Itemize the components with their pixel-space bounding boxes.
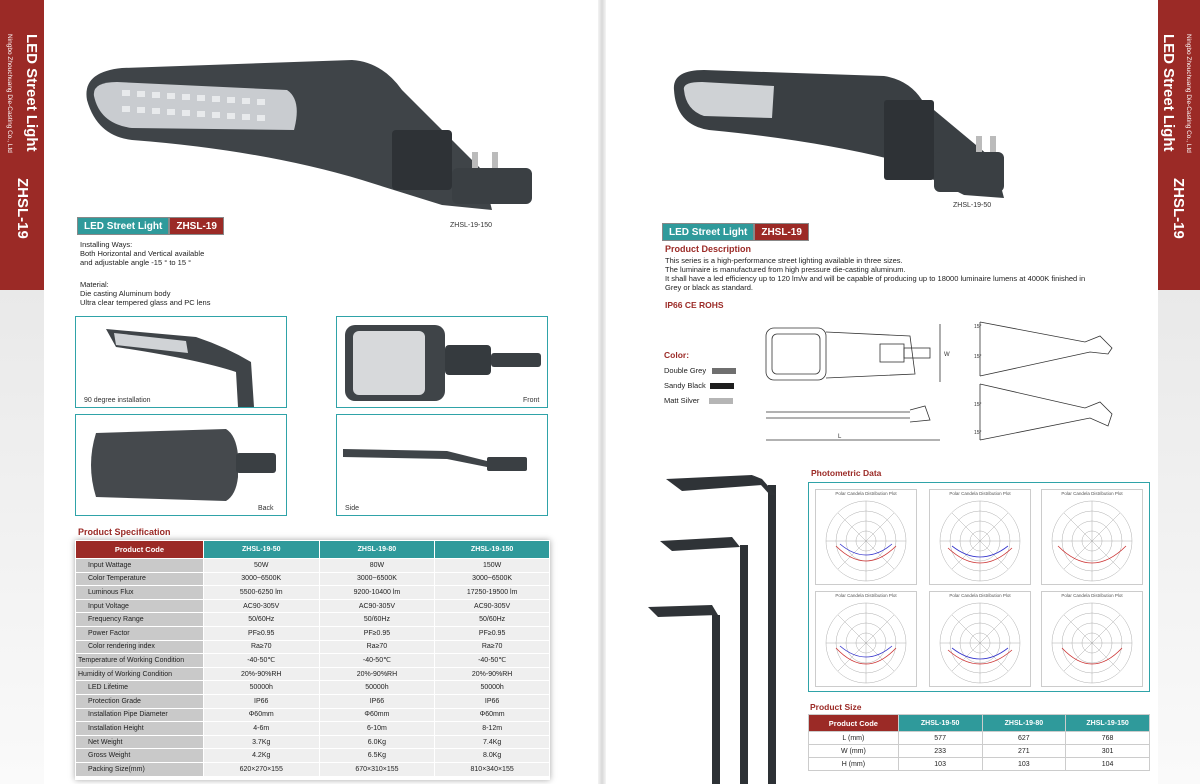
- spec-cell: PF≥0.95: [435, 626, 550, 640]
- photometric-panel: [808, 482, 1150, 692]
- right-product-tag: [662, 223, 809, 241]
- table-row: [76, 586, 550, 600]
- spec-param: Humidity of Working Condition: [76, 667, 204, 681]
- color-row: [664, 396, 764, 411]
- installing-title: Installing Ways:: [80, 240, 133, 249]
- table-row: [76, 572, 550, 586]
- spec-cell: 3.7Kg: [203, 735, 319, 749]
- desc-title: Product Description: [665, 244, 752, 254]
- dim-l-label: L: [838, 434, 842, 440]
- table-row: [76, 681, 550, 695]
- spec-cell: IP66: [203, 694, 319, 708]
- size-table: [808, 714, 1150, 771]
- right-hero-caption: ZHSL-19-50: [953, 202, 992, 209]
- spec-cell: 810×340×155: [435, 762, 550, 776]
- spec-cell: Φ60mm: [319, 708, 435, 722]
- spec-param: Color Temperature: [76, 572, 204, 586]
- spec-cell: 50/60Hz: [203, 613, 319, 627]
- spec-cell: 6.5Kg: [319, 749, 435, 763]
- swatch-matt-silver: [709, 398, 733, 404]
- material-info: [80, 280, 340, 307]
- spec-param: Input Voltage: [76, 599, 204, 613]
- view-back-box: [75, 414, 287, 516]
- polar-chart-graphic: [816, 598, 916, 688]
- spec-cell: 3000~6500K: [203, 572, 319, 586]
- table-row: [76, 735, 550, 749]
- spec-header-50: ZHSL-19-50: [203, 541, 319, 559]
- spec-cell: Ra≥70: [435, 640, 550, 654]
- table-row: [809, 745, 1150, 758]
- spec-cell: Ra≥70: [203, 640, 319, 654]
- spec-cell: 620×270×155: [203, 762, 319, 776]
- size-table-wrap: [808, 714, 1150, 771]
- spec-param: Gross Weight: [76, 749, 204, 763]
- size-param: W (mm): [809, 745, 899, 758]
- view-side-box: [336, 414, 548, 516]
- spec-param: Color rendering index: [76, 640, 204, 654]
- desc-line: This series is a high-performance street lighting available in three sizes.: [665, 256, 903, 265]
- spec-cell: -40-50℃: [203, 654, 319, 668]
- spec-param: Power Factor: [76, 626, 204, 640]
- spec-cell: 20%-90%RH: [435, 667, 550, 681]
- polar-chart-graphic: [816, 496, 916, 586]
- spec-table-wrap: [75, 540, 550, 780]
- spec-cell: Φ60mm: [203, 708, 319, 722]
- left-spine-title: LED Street Light: [23, 34, 40, 152]
- spec-cell: 4.2Kg: [203, 749, 319, 763]
- color-title: Color:: [664, 350, 690, 360]
- size-header-80: ZHSL-19-80: [982, 715, 1066, 732]
- size-cell: 103: [898, 758, 982, 771]
- back-caption: Back: [258, 505, 274, 512]
- view-install-box: [75, 316, 287, 408]
- table-row: [76, 559, 550, 573]
- table-row: [76, 667, 550, 681]
- spec-cell: 9200-10400 lm: [319, 586, 435, 600]
- polar-chart-graphic: [930, 496, 1030, 586]
- spec-cell: 5500-6250 lm: [203, 586, 319, 600]
- size-header-150: ZHSL-19-150: [1066, 715, 1150, 732]
- polar-plot-title: Polar Candela Distribution Plot: [949, 491, 1011, 496]
- angle-label: 15°: [974, 402, 982, 408]
- spec-param: Installation Pipe Diameter: [76, 708, 204, 722]
- size-cell: 627: [982, 732, 1066, 745]
- spec-cell: 3000~6500K: [319, 572, 435, 586]
- spec-cell: 50/60Hz: [319, 613, 435, 627]
- install-view-image: [76, 317, 287, 408]
- spec-cell: PF≥0.95: [319, 626, 435, 640]
- color-swatch-list: [664, 366, 764, 411]
- color-name: Double Grey: [664, 366, 707, 375]
- spec-cell: 7.4Kg: [435, 735, 550, 749]
- spec-cell: 17250-19500 lm: [435, 586, 550, 600]
- size-cell: 301: [1066, 745, 1150, 758]
- material-line-1: Die casting Aluminum body: [80, 289, 171, 298]
- side-caption: Side: [345, 505, 360, 512]
- spec-param: Protection Grade: [76, 694, 204, 708]
- spec-param: Luminous Flux: [76, 586, 204, 600]
- front-view-image: [337, 317, 548, 408]
- spec-header-150: ZHSL-19-150: [435, 541, 550, 559]
- size-header-code: Product Code: [809, 715, 899, 732]
- spec-cell: 50000h: [319, 681, 435, 695]
- angle-label: 15°: [974, 430, 982, 436]
- table-row: [76, 762, 550, 776]
- polar-plot: [815, 489, 917, 585]
- color-name: Matt Silver: [664, 396, 700, 405]
- polar-chart-graphic: [930, 598, 1030, 688]
- polar-plot-title: Polar Candela Distribution Plot: [949, 593, 1011, 598]
- spec-param: Packing Size(mm): [76, 762, 204, 776]
- table-row: [76, 749, 550, 763]
- spec-cell: 20%-90%RH: [319, 667, 435, 681]
- table-row: [76, 694, 550, 708]
- spec-param: Input Wattage: [76, 559, 204, 573]
- color-row: [664, 366, 764, 381]
- polar-chart-graphic: [1042, 496, 1142, 586]
- hero-caption: ZHSL-19-150: [450, 222, 493, 229]
- spec-header-row: [76, 541, 550, 559]
- angle-label: 15°: [974, 324, 982, 330]
- tag-model: ZHSL-19: [169, 217, 224, 235]
- swatch-sandy-black: [710, 383, 734, 389]
- size-cell: 104: [1066, 758, 1150, 771]
- size-cell: 271: [982, 745, 1066, 758]
- spec-title: Product Specification: [78, 527, 171, 537]
- spec-param: Installation Height: [76, 722, 204, 736]
- spec-cell: 4-6m: [203, 722, 319, 736]
- side-view-image: [337, 415, 548, 516]
- left-spine-company: Ningbo Zhouchuang Die-Casting Co., Ltd: [6, 34, 13, 153]
- front-caption: Front: [523, 397, 540, 404]
- size-cell: 577: [898, 732, 982, 745]
- spec-cell: 50000h: [435, 681, 550, 695]
- dimension-drawing: [760, 318, 1160, 458]
- size-param: L (mm): [809, 732, 899, 745]
- right-hero-street-light-image: [664, 60, 1044, 210]
- spec-cell: 50W: [203, 559, 319, 573]
- desc-text: [665, 256, 1125, 292]
- table-row: [809, 732, 1150, 745]
- dim-w-label: W: [944, 352, 950, 358]
- spec-cell: 50/60Hz: [435, 613, 550, 627]
- right-spine-model: ZHSL-19: [1170, 178, 1187, 239]
- table-row: [76, 722, 550, 736]
- polar-plot: [929, 489, 1031, 585]
- view-front-box: [336, 316, 548, 408]
- spec-cell: 6-10m: [319, 722, 435, 736]
- spec-header-code: Product Code: [76, 541, 204, 559]
- left-spine-model: ZHSL-19: [14, 178, 31, 239]
- right-spine: [1158, 0, 1200, 290]
- left-spine: [0, 0, 44, 290]
- angle-label: 15°: [974, 354, 982, 360]
- polar-plot-title: Polar Candela Distribution Plot: [835, 491, 897, 496]
- spec-cell: IP66: [319, 694, 435, 708]
- size-header-50: ZHSL-19-50: [898, 715, 982, 732]
- material-title: Material:: [80, 280, 109, 289]
- spec-param: Frequency Range: [76, 613, 204, 627]
- spec-cell: 8.0Kg: [435, 749, 550, 763]
- table-row: [76, 654, 550, 668]
- right-margin-band: [1158, 290, 1200, 784]
- table-row: [76, 626, 550, 640]
- table-row: [76, 708, 550, 722]
- table-row: [76, 599, 550, 613]
- material-line-2: Ultra clear tempered glass and PC lens: [80, 298, 211, 307]
- spec-cell: Φ60mm: [435, 708, 550, 722]
- spec-header-80: ZHSL-19-80: [319, 541, 435, 559]
- table-row: [76, 640, 550, 654]
- size-cell: 103: [982, 758, 1066, 771]
- spec-table: [75, 540, 550, 777]
- back-view-image: [76, 415, 287, 516]
- left-product-tag: [77, 217, 224, 235]
- spec-cell: -40-50℃: [319, 654, 435, 668]
- install-caption: 90 degree installation: [84, 397, 151, 404]
- desc-line: Grey or black as standard.: [665, 283, 753, 292]
- table-row: [76, 613, 550, 627]
- size-header-row: [809, 715, 1150, 732]
- page-fold: [598, 0, 606, 784]
- installing-ways: [80, 240, 340, 267]
- spec-cell: 80W: [319, 559, 435, 573]
- pole-lights-image: [642, 465, 802, 784]
- size-title: Product Size: [810, 702, 862, 712]
- installing-line-2: and adjustable angle -15 ° to 15 °: [80, 258, 192, 267]
- desc-line: The luminaire is manufactured from high pressure die-casting aluminum.: [665, 265, 906, 274]
- photometric-title: Photometric Data: [811, 468, 882, 478]
- installing-line-1: Both Horizontal and Vertical available: [80, 249, 205, 258]
- color-name: Sandy Black: [664, 381, 706, 390]
- tag-label: LED Street Light: [77, 217, 169, 235]
- left-margin-band: [0, 290, 44, 784]
- spec-cell: 150W: [435, 559, 550, 573]
- spec-cell: 8-12m: [435, 722, 550, 736]
- spec-param: Temperature of Working Condition: [76, 654, 204, 668]
- spec-cell: PF≥0.95: [203, 626, 319, 640]
- hero-street-light-image: [62, 60, 552, 230]
- right-spine-title: LED Street Light: [1160, 34, 1177, 152]
- polar-plot: [815, 591, 917, 687]
- polar-plot: [929, 591, 1031, 687]
- polar-chart-graphic: [1042, 598, 1142, 688]
- spec-cell: 670×310×155: [319, 762, 435, 776]
- spec-cell: 6.0Kg: [319, 735, 435, 749]
- certifications: IP66 CE ROHS: [665, 300, 724, 310]
- size-cell: 768: [1066, 732, 1150, 745]
- spec-param: LED Lifetime: [76, 681, 204, 695]
- right-spine-company: Ningbo Zhouchuang Die-Casting Co., Ltd: [1185, 34, 1192, 153]
- spec-cell: IP66: [435, 694, 550, 708]
- spec-cell: 3000~6500K: [435, 572, 550, 586]
- polar-plot-title: Polar Candela Distribution Plot: [835, 593, 897, 598]
- polar-plot: [1041, 489, 1143, 585]
- spec-cell: -40-50℃: [435, 654, 550, 668]
- table-row: [809, 758, 1150, 771]
- size-cell: 233: [898, 745, 982, 758]
- right-tag-model: ZHSL-19: [754, 223, 809, 241]
- polar-plot: [1041, 591, 1143, 687]
- desc-line: It shall have a led efficiency up to 120 lm/w and will be capable of producing up to 18000 luminaire lumens at 4000K finished in: [665, 274, 1086, 283]
- color-row: [664, 381, 764, 396]
- swatch-double-grey: [712, 368, 736, 374]
- spec-cell: AC90-305V: [319, 599, 435, 613]
- polar-plot-title: Polar Candela Distribution Plot: [1061, 491, 1123, 496]
- polar-plot-title: Polar Candela Distribution Plot: [1061, 593, 1123, 598]
- spec-cell: AC90-305V: [203, 599, 319, 613]
- right-tag-label: LED Street Light: [662, 223, 754, 241]
- spec-cell: Ra≥70: [319, 640, 435, 654]
- spec-param: Net Weight: [76, 735, 204, 749]
- spec-cell: 50000h: [203, 681, 319, 695]
- spec-cell: 20%-90%RH: [203, 667, 319, 681]
- spec-cell: AC90-305V: [435, 599, 550, 613]
- size-param: H (mm): [809, 758, 899, 771]
